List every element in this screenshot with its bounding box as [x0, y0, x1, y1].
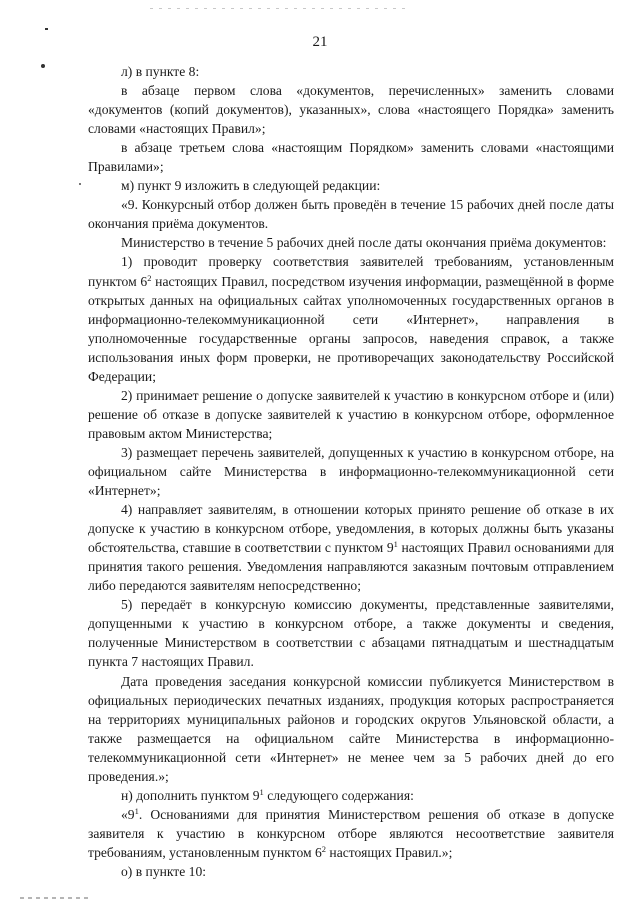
text-run: 5) передаёт в конкурсную комиссию документы, представленные заявителями, допущенными к участию в конкурсном отборе, а также документы и сведения, полученные Министерством в соответствии с абзацами пятнадцатым и шестнадцатым пункта 7 настоящих Правил. [88, 597, 614, 670]
superscript: 1 [259, 786, 264, 797]
paragraph-m4 [88, 386, 614, 443]
text-run: настоящих Правил основаниями для принятия такого решения. Уведомления направляются заказным почтовым отправлением либо передаются заявителям непосредственно; [88, 540, 614, 594]
text-run: . Основаниями для принятия Министерством решения об отказе в допуске заявителя к участию в конкурсном отборе являются несоответствие заявителя требованиям, установленным пунктом 6 [88, 806, 614, 860]
text-run: настоящих Правил, посредством изучения информации, размещённой в форме открытых данных на официальных сайтах уполномоченных государственных органов в информационно-телекоммуникационной сети «Интернет», направления в уполномоченные государственные органы запросов, наведения справок, а также использования иных форм проверки, не противоречащих законодательству Российской Федерации; [88, 273, 615, 384]
paragraph-m1 [88, 195, 614, 233]
text-run: 3) размещает перечень заявителей, допущенных к участию в конкурсном отборе, на официальном сайте Министерства в информационно-телекоммуникационной сети «Интернет»; [88, 444, 614, 499]
text-run: настоящих Правил.»; [326, 844, 453, 860]
scan-artifact-top [150, 8, 410, 9]
text-run: л) в пункте 8: [121, 64, 200, 79]
paragraph-m2 [88, 233, 614, 252]
text-run: Министерство в течение 5 рабочих дней после даты окончания приёма документов: [121, 235, 607, 251]
paragraph-n1 [88, 805, 614, 862]
text-run: 4) направляет заявителям, в отношении которых принято решение об отказе в их допуске к участию в конкурсном отборе, уведомления, в которых должны быть указаны обстоятельства, ставшие в соответствии с пунктом 9 [88, 502, 614, 556]
text-run: в абзаце третьем слова «настоящим Порядком» заменить словами «настоящими Правилами»; [88, 140, 614, 175]
document-body [88, 62, 614, 881]
text-run: следующего содержания: [263, 787, 414, 803]
text-run: Дата проведения заседания конкурсной комиссии публикуется Министерством в официальных периодических печатных изданиях, продукция которых распространяется на территориях муниципальных районов и городских округов Ульяновской области, а также размещается на официальном сайте Министерства в информационно-телекоммуникационной сети «Интернет» не менее чем за 5 рабочих дней до его проведения.»; [88, 673, 614, 784]
text-run: м) пункт 9 изложить в следующей редакции: [121, 178, 381, 194]
text-run: «9. Конкурсный отбор должен быть проведён в течение 15 рабочих дней после даты окончания приёма документов. [88, 197, 614, 232]
text-run: 1) проводит проверку соответствия заявителей требованиям, установленным пунктом 6 [88, 254, 614, 289]
paragraph-o [88, 862, 614, 881]
scan-mark [41, 64, 45, 68]
scan-artifact-bottom [20, 897, 90, 899]
paragraph-l1 [88, 81, 614, 138]
scan-mark [79, 183, 81, 185]
paragraph-m7 [88, 595, 614, 671]
text-run: «9 [121, 806, 135, 822]
superscript: 1 [393, 539, 398, 550]
paragraph-l2 [88, 138, 614, 176]
paragraph-n [88, 786, 614, 805]
text-run: 2) принимает решение о допуске заявителей к участию в конкурсном отборе и (или) решение об отказе в допуске заявителей к участию в конкурсном отборе, оформленное правовым актом Министерства; [88, 387, 614, 441]
scan-mark [45, 28, 48, 30]
paragraph-m8 [88, 672, 614, 786]
text-run: о) в пункте 10: [121, 863, 207, 879]
superscript: 2 [147, 272, 152, 283]
paragraph-m3 [88, 252, 614, 385]
paragraph-m [88, 176, 614, 195]
text-run: н) дополнить пунктом 9 [121, 787, 260, 803]
superscript: 2 [321, 843, 327, 854]
paragraph-m6 [88, 500, 614, 595]
paragraph-l [88, 62, 614, 81]
text-run: в абзаце первом слова «документов, перечисленных» заменить словами «документов (копий документов), указанных», слова «настоящего Порядка» заменить словами «настоящих Правил»; [88, 83, 614, 137]
paragraph-m5 [88, 443, 614, 500]
page-number: 21 [312, 34, 328, 50]
superscript: 1 [134, 805, 139, 816]
